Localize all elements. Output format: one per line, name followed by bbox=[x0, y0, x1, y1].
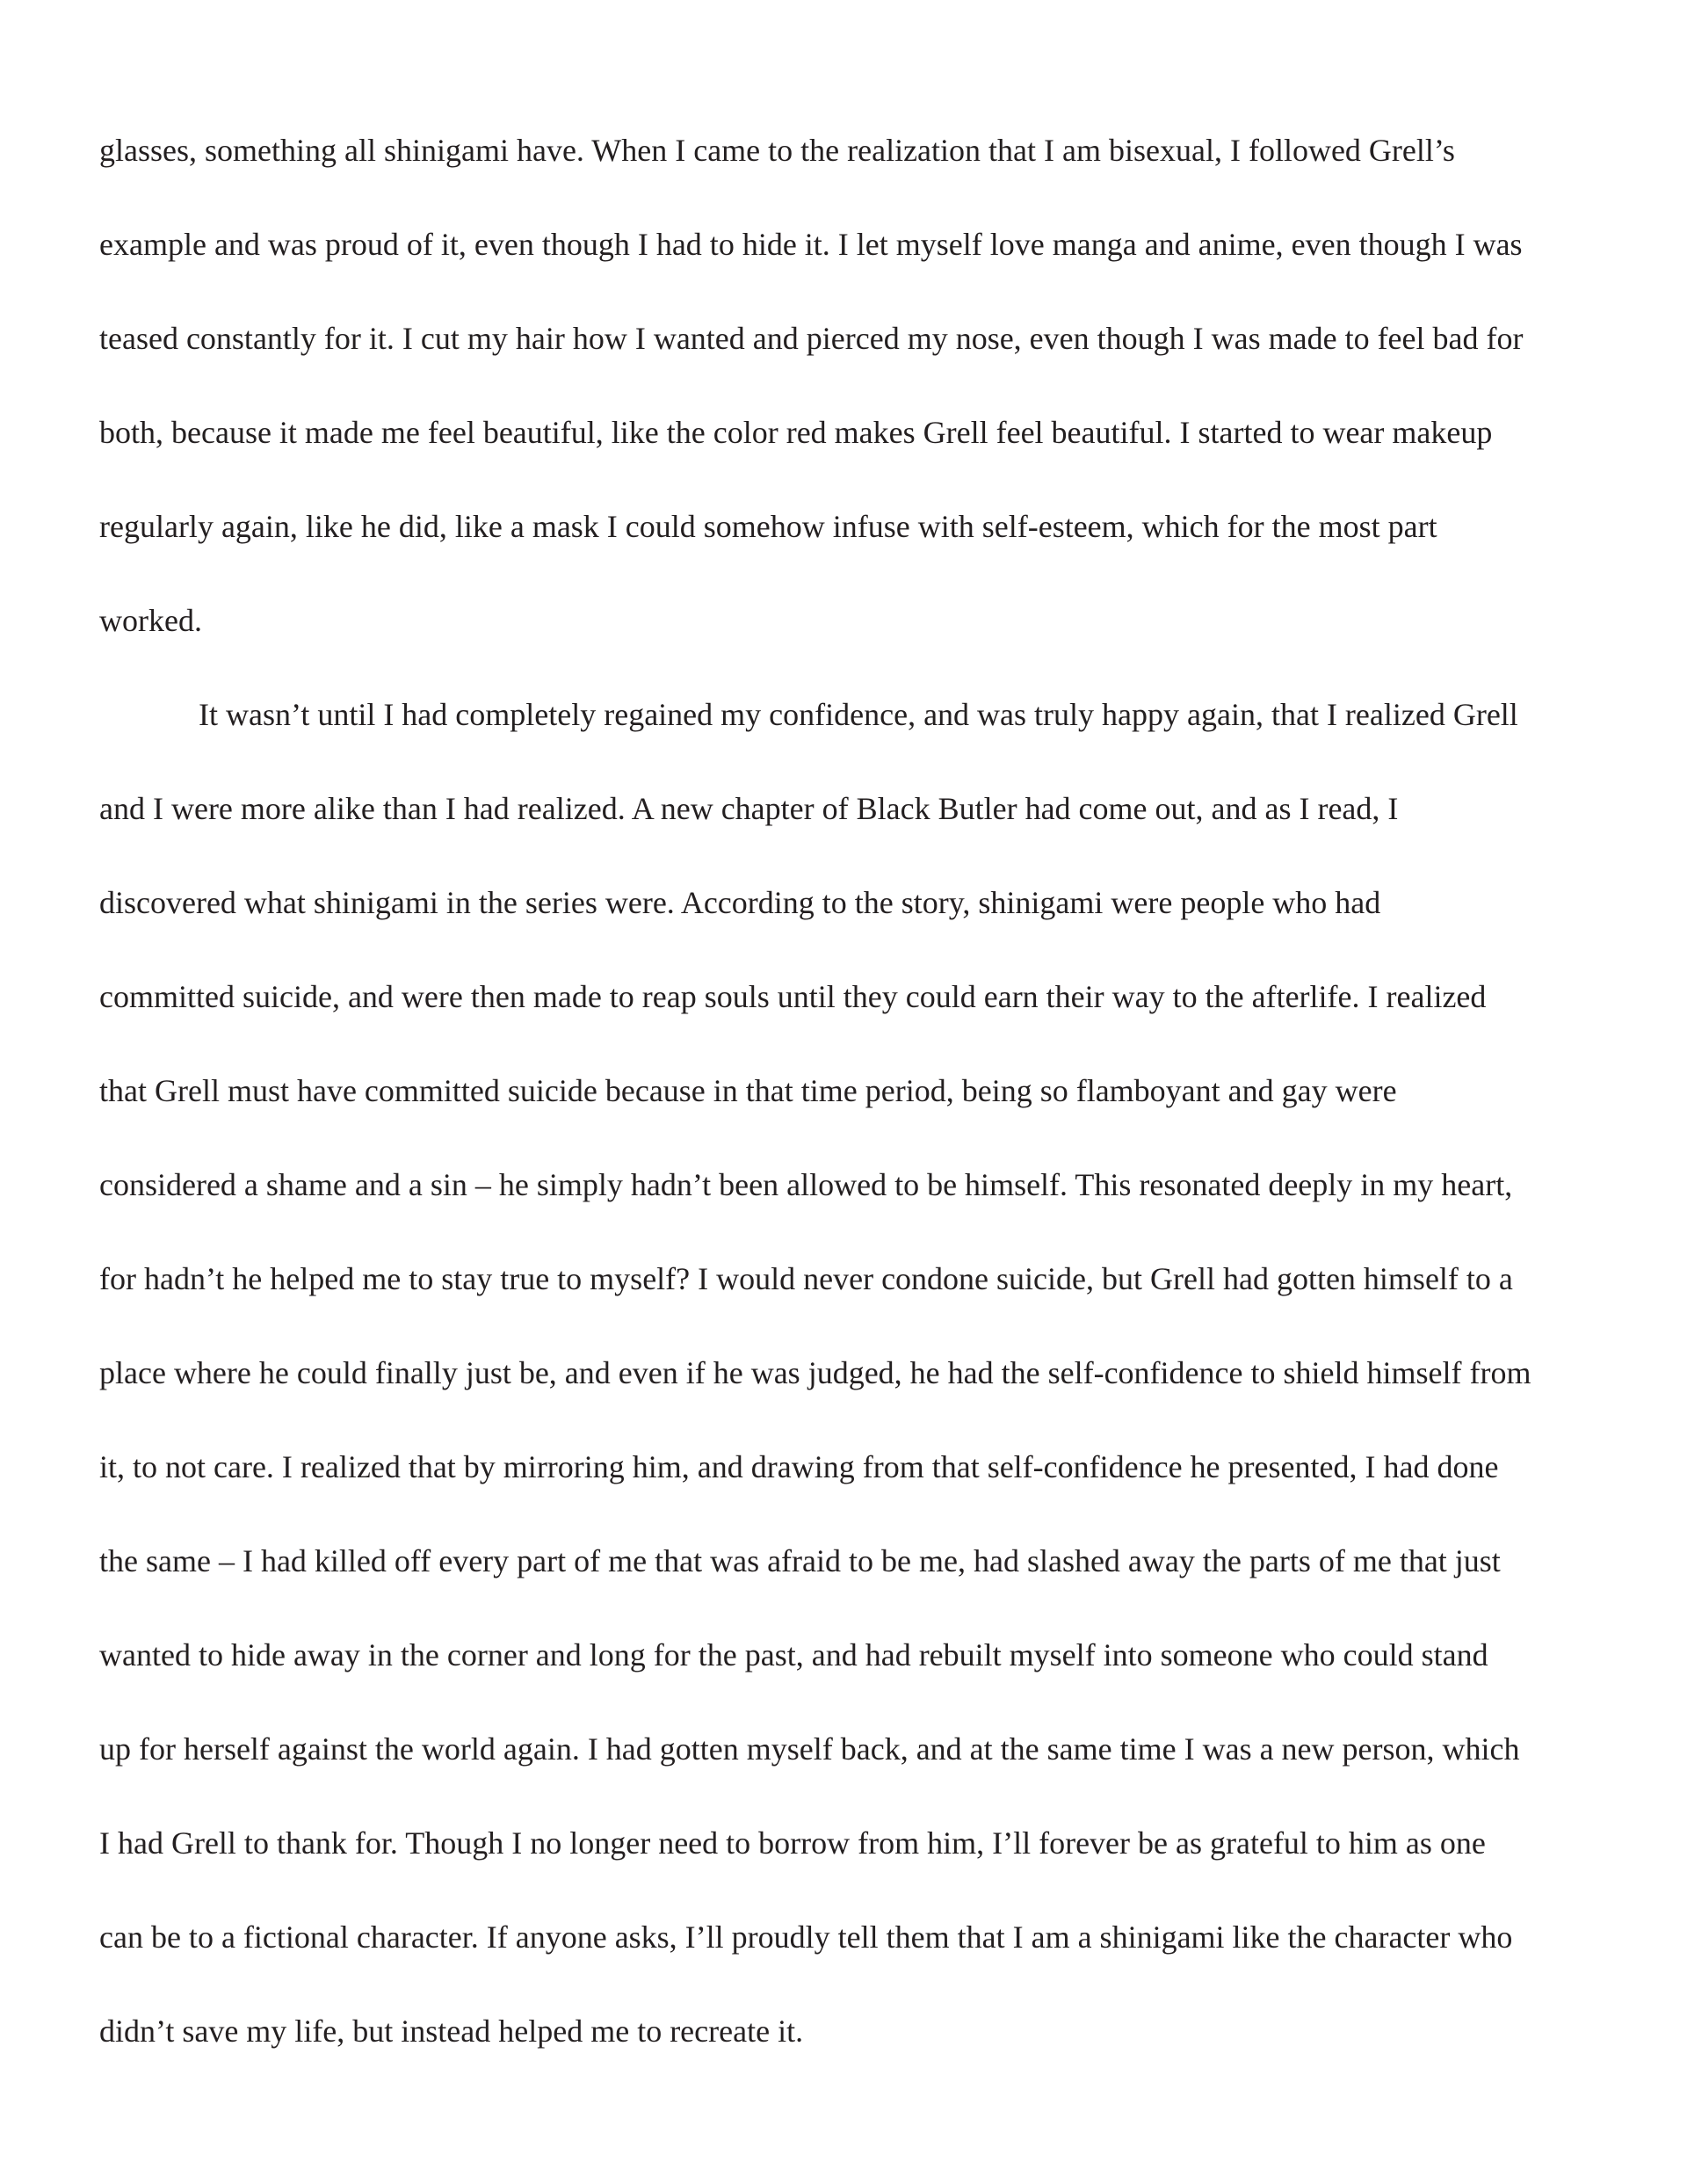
text-line: discovered what shinigami in the series were. According to the story, shinigami were people who had bbox=[99, 885, 1381, 920]
text-line: it, to not care. I realized that by mirroring him, and drawing from that self-confidence he presented, I had done bbox=[99, 1449, 1499, 1484]
text-line: can be to a fictional character. If anyone asks, I’ll proudly tell them that I am a shinigami like the character who bbox=[99, 1919, 1513, 1955]
text-line: glasses, something all shinigami have. When I came to the realization that I am bisexual, I followed Grell’s bbox=[99, 133, 1455, 168]
text-line: place where he could finally just be, and even if he was judged, he had the self-confidence to shield himself from bbox=[99, 1355, 1531, 1390]
text-line: I had Grell to thank for. Though I no longer need to borrow from him, I’ll forever be as grateful to him as one bbox=[99, 1825, 1486, 1861]
text-line: both, because it made me feel beautiful, like the color red makes Grell feel beautiful. I started to wear makeup bbox=[99, 415, 1493, 450]
text-line: committed suicide, and were then made to reap souls until they could earn their way to the afterlife. I realized bbox=[99, 979, 1487, 1014]
text-line: example and was proud of it, even though I had to hide it. I let myself love manga and anime, even though I was bbox=[99, 227, 1523, 262]
text-line: that Grell must have committed suicide because in that time period, being so flamboyant and gay were bbox=[99, 1073, 1397, 1108]
text-line: considered a shame and a sin – he simply hadn’t been allowed to be himself. This resonated deeply in my heart, bbox=[99, 1167, 1513, 1202]
text-line: didn’t save my life, but instead helped me to recreate it. bbox=[99, 2013, 804, 2049]
paragraph-first-line: It wasn’t until I had completely regained my confidence, and was truly happy again, that I realized Grell bbox=[199, 697, 1518, 732]
text-line: worked. bbox=[99, 603, 202, 638]
text-line: regularly again, like he did, like a mask I could somehow infuse with self-esteem, which for the most part bbox=[99, 509, 1437, 544]
text-line: the same – I had killed off every part of me that was afraid to be me, had slashed away the parts of me that just bbox=[99, 1543, 1501, 1578]
text-line: for hadn’t he helped me to stay true to myself? I would never condone suicide, but Grell had gotten himself to a bbox=[99, 1261, 1513, 1296]
body-text bbox=[99, 112, 1593, 2087]
text-line: and I were more alike than I had realized. A new chapter of Black Butler had come out, and as I read, I bbox=[99, 791, 1399, 826]
text-line: teased constantly for it. I cut my hair how I wanted and pierced my nose, even though I was made to feel bad for bbox=[99, 321, 1524, 356]
text-line: up for herself against the world again. I had gotten myself back, and at the same time I was a new person, which bbox=[99, 1731, 1520, 1767]
text-line: wanted to hide away in the corner and long for the past, and had rebuilt myself into someone who could stand bbox=[99, 1637, 1488, 1672]
